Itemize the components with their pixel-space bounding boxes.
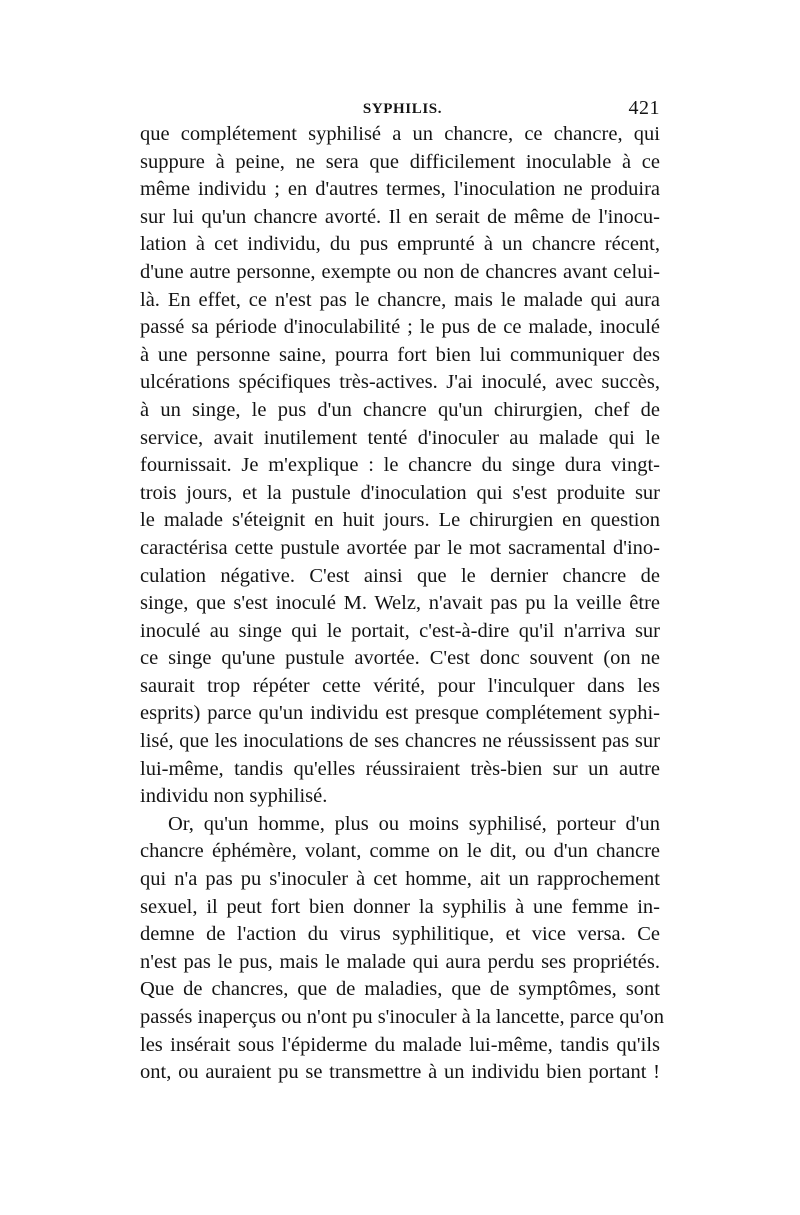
- text-line: passé sa période d'inoculabilité ; le pus de ce malade, inoculé: [140, 316, 660, 339]
- text-line: à une personne saine, pourra fort bien lui communiquer des: [140, 343, 660, 366]
- text-line: que complétement syphilisé a un chancre, ce chancre, qui: [140, 123, 660, 145]
- text-line-paragraph-start: Or, qu'un homme, plus ou moins syphilisé, porteur d'un: [168, 812, 660, 835]
- text-line: Que de chancres, que de maladies, que de symptômes, sont: [140, 978, 660, 1001]
- text-line-paragraph-end: individu non syphilisé.: [140, 785, 328, 808]
- text-line: singe, que s'est inoculé M. Welz, n'avait pas pu la veille être: [140, 592, 660, 615]
- text-line: service, avait inutilement tenté d'inoculer au malade qui le: [140, 426, 660, 449]
- text-line: d'une autre personne, exempte ou non de chancres avant celui-: [140, 260, 660, 283]
- page-header: [145, 97, 660, 123]
- text-line: saurait trop répéter cette vérité, pour l'inculquer dans les: [140, 674, 660, 697]
- text-line: caractérisa cette pustule avortée par le mot sacramental d'ino-: [140, 536, 660, 559]
- text-line: là. En effet, ce n'est pas le chancre, mais le malade qui aura: [140, 288, 660, 311]
- running-head: SYPHILIS.: [362, 101, 443, 117]
- body-text: [140, 121, 664, 1087]
- text-line: à un singe, le pus d'un chancre qu'un chirurgien, chef de: [140, 398, 660, 421]
- text-line: trois jours, et la pustule d'inoculation qui s'est produite sur: [140, 481, 660, 504]
- text-line: même individu ; en d'autres termes, l'inoculation ne produira: [140, 178, 660, 201]
- text-line: esprits) parce qu'un individu est presque complétement syphi-: [140, 702, 660, 725]
- text-line: demne de l'action du virus syphilitique, et vice versa. Ce: [140, 923, 660, 946]
- text-line: lisé, que les inoculations de ses chancres ne réussissent pas sur: [140, 730, 660, 753]
- text-line: passés inaperçus ou n'ont pu s'inoculer à la lancette, parce qu'on: [140, 1006, 664, 1028]
- text-line: lation à cet individu, du pus emprunté à un chancre récent,: [140, 233, 660, 256]
- text-line: inoculé au singe qui le portait, c'est-à-dire qu'il n'arriva sur: [140, 619, 660, 642]
- text-line: chancre éphémère, volant, comme on le dit, ou d'un chancre: [140, 840, 660, 863]
- text-line: sexuel, il peut fort bien donner la syphilis à une femme in-: [140, 895, 660, 918]
- text-line: le malade s'éteignit en huit jours. Le chirurgien en question: [140, 509, 660, 532]
- text-line: lui-même, tandis qu'elles réussiraient très-bien sur un autre: [140, 757, 660, 780]
- text-line: fournissait. Je m'explique : le chancre du singe dura vingt-: [140, 454, 660, 477]
- text-line: sur lui qu'un chancre avorté. Il en serait de même de l'inocu-: [140, 205, 660, 228]
- text-line: culation négative. C'est ainsi que le dernier chancre de: [140, 564, 660, 587]
- text-line: les insérait sous l'épiderme du malade lui-même, tandis qu'ils: [140, 1033, 660, 1056]
- text-line: ce singe qu'une pustule avortée. C'est donc souvent (on ne: [140, 647, 660, 670]
- text-line: n'est pas le pus, mais le malade qui aura perdu ses propriétés.: [140, 950, 660, 973]
- text-line: ulcérations spécifiques très-actives. J'ai inoculé, avec succès,: [140, 371, 660, 394]
- text-line: qui n'a pas pu s'inoculer à cet homme, ait un rapprochement: [140, 868, 660, 891]
- text-line: suppure à peine, ne sera que difficilement inoculable à ce: [140, 150, 660, 173]
- page-number: 421: [628, 97, 660, 119]
- text-line: ont, ou auraient pu se transmettre à un individu bien portant !: [140, 1061, 660, 1084]
